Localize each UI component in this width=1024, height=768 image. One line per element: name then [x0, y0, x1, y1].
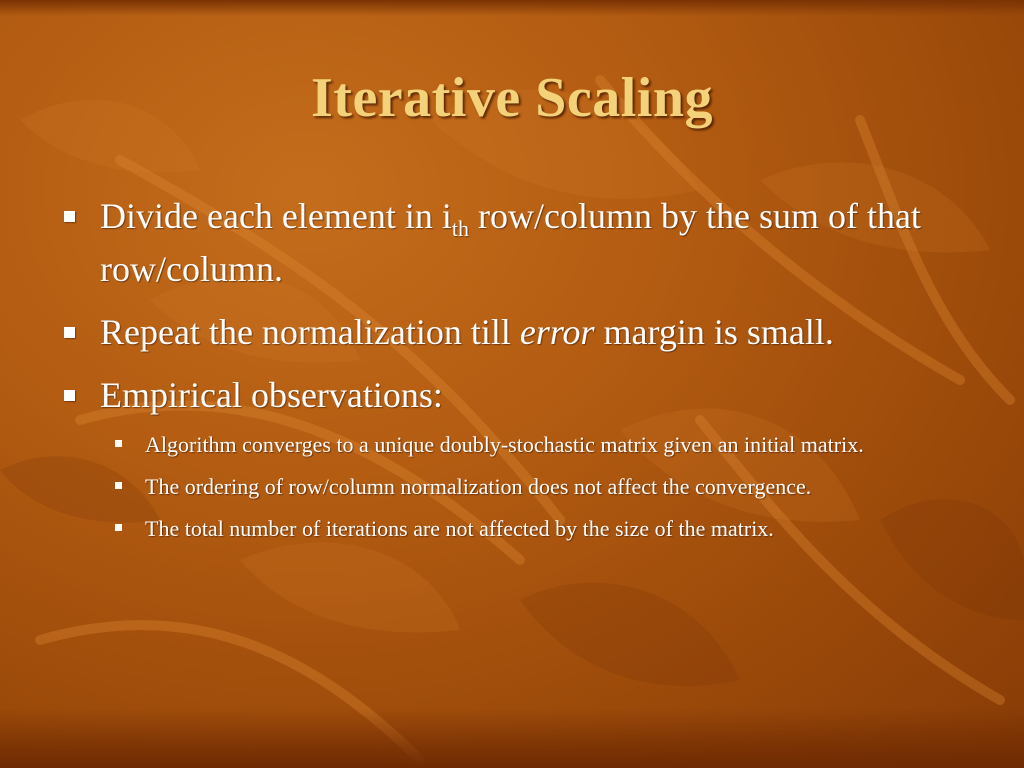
bullet-list — [62, 190, 962, 554]
bullet-text: Empirical observations: — [100, 375, 443, 415]
sub-bullet-item — [100, 470, 975, 503]
small-square-bullet-icon — [115, 524, 122, 531]
bullet-text-emphasis: error — [519, 312, 595, 352]
sub-bullet-list — [100, 428, 962, 545]
bullet-item-divide — [62, 190, 962, 296]
bullet-subscript: th — [451, 216, 469, 241]
bullet-text-post: margin is small. — [594, 312, 834, 352]
small-square-bullet-icon — [115, 440, 122, 447]
sub-bullet-text: Algorithm converges to a unique doubly-stochastic matrix given an initial matrix. — [145, 432, 864, 457]
bottom-shadow-band — [0, 708, 1024, 768]
bullet-item-empirical — [62, 369, 962, 422]
sub-bullet-text: The total number of iterations are not affected by the size of the matrix. — [145, 516, 774, 541]
sub-bullet-item — [100, 428, 975, 461]
bullet-text-pre: Repeat the normalization till — [100, 312, 520, 352]
bullet-text-post: row/column by the sum of that row/column. — [100, 196, 921, 289]
top-shadow-band — [0, 0, 1024, 16]
sub-bullet-text: The ordering of row/column normalization does not affect the convergence. — [145, 474, 812, 499]
sub-bullet-item — [100, 512, 975, 545]
square-bullet-icon — [64, 211, 75, 222]
bullet-item-repeat — [62, 306, 962, 359]
small-square-bullet-icon — [115, 482, 122, 489]
square-bullet-icon — [64, 327, 75, 338]
bullet-text-pre: Divide each element in i — [100, 196, 452, 236]
slide-title: Iterative Scaling — [311, 67, 713, 129]
square-bullet-icon — [64, 390, 75, 401]
